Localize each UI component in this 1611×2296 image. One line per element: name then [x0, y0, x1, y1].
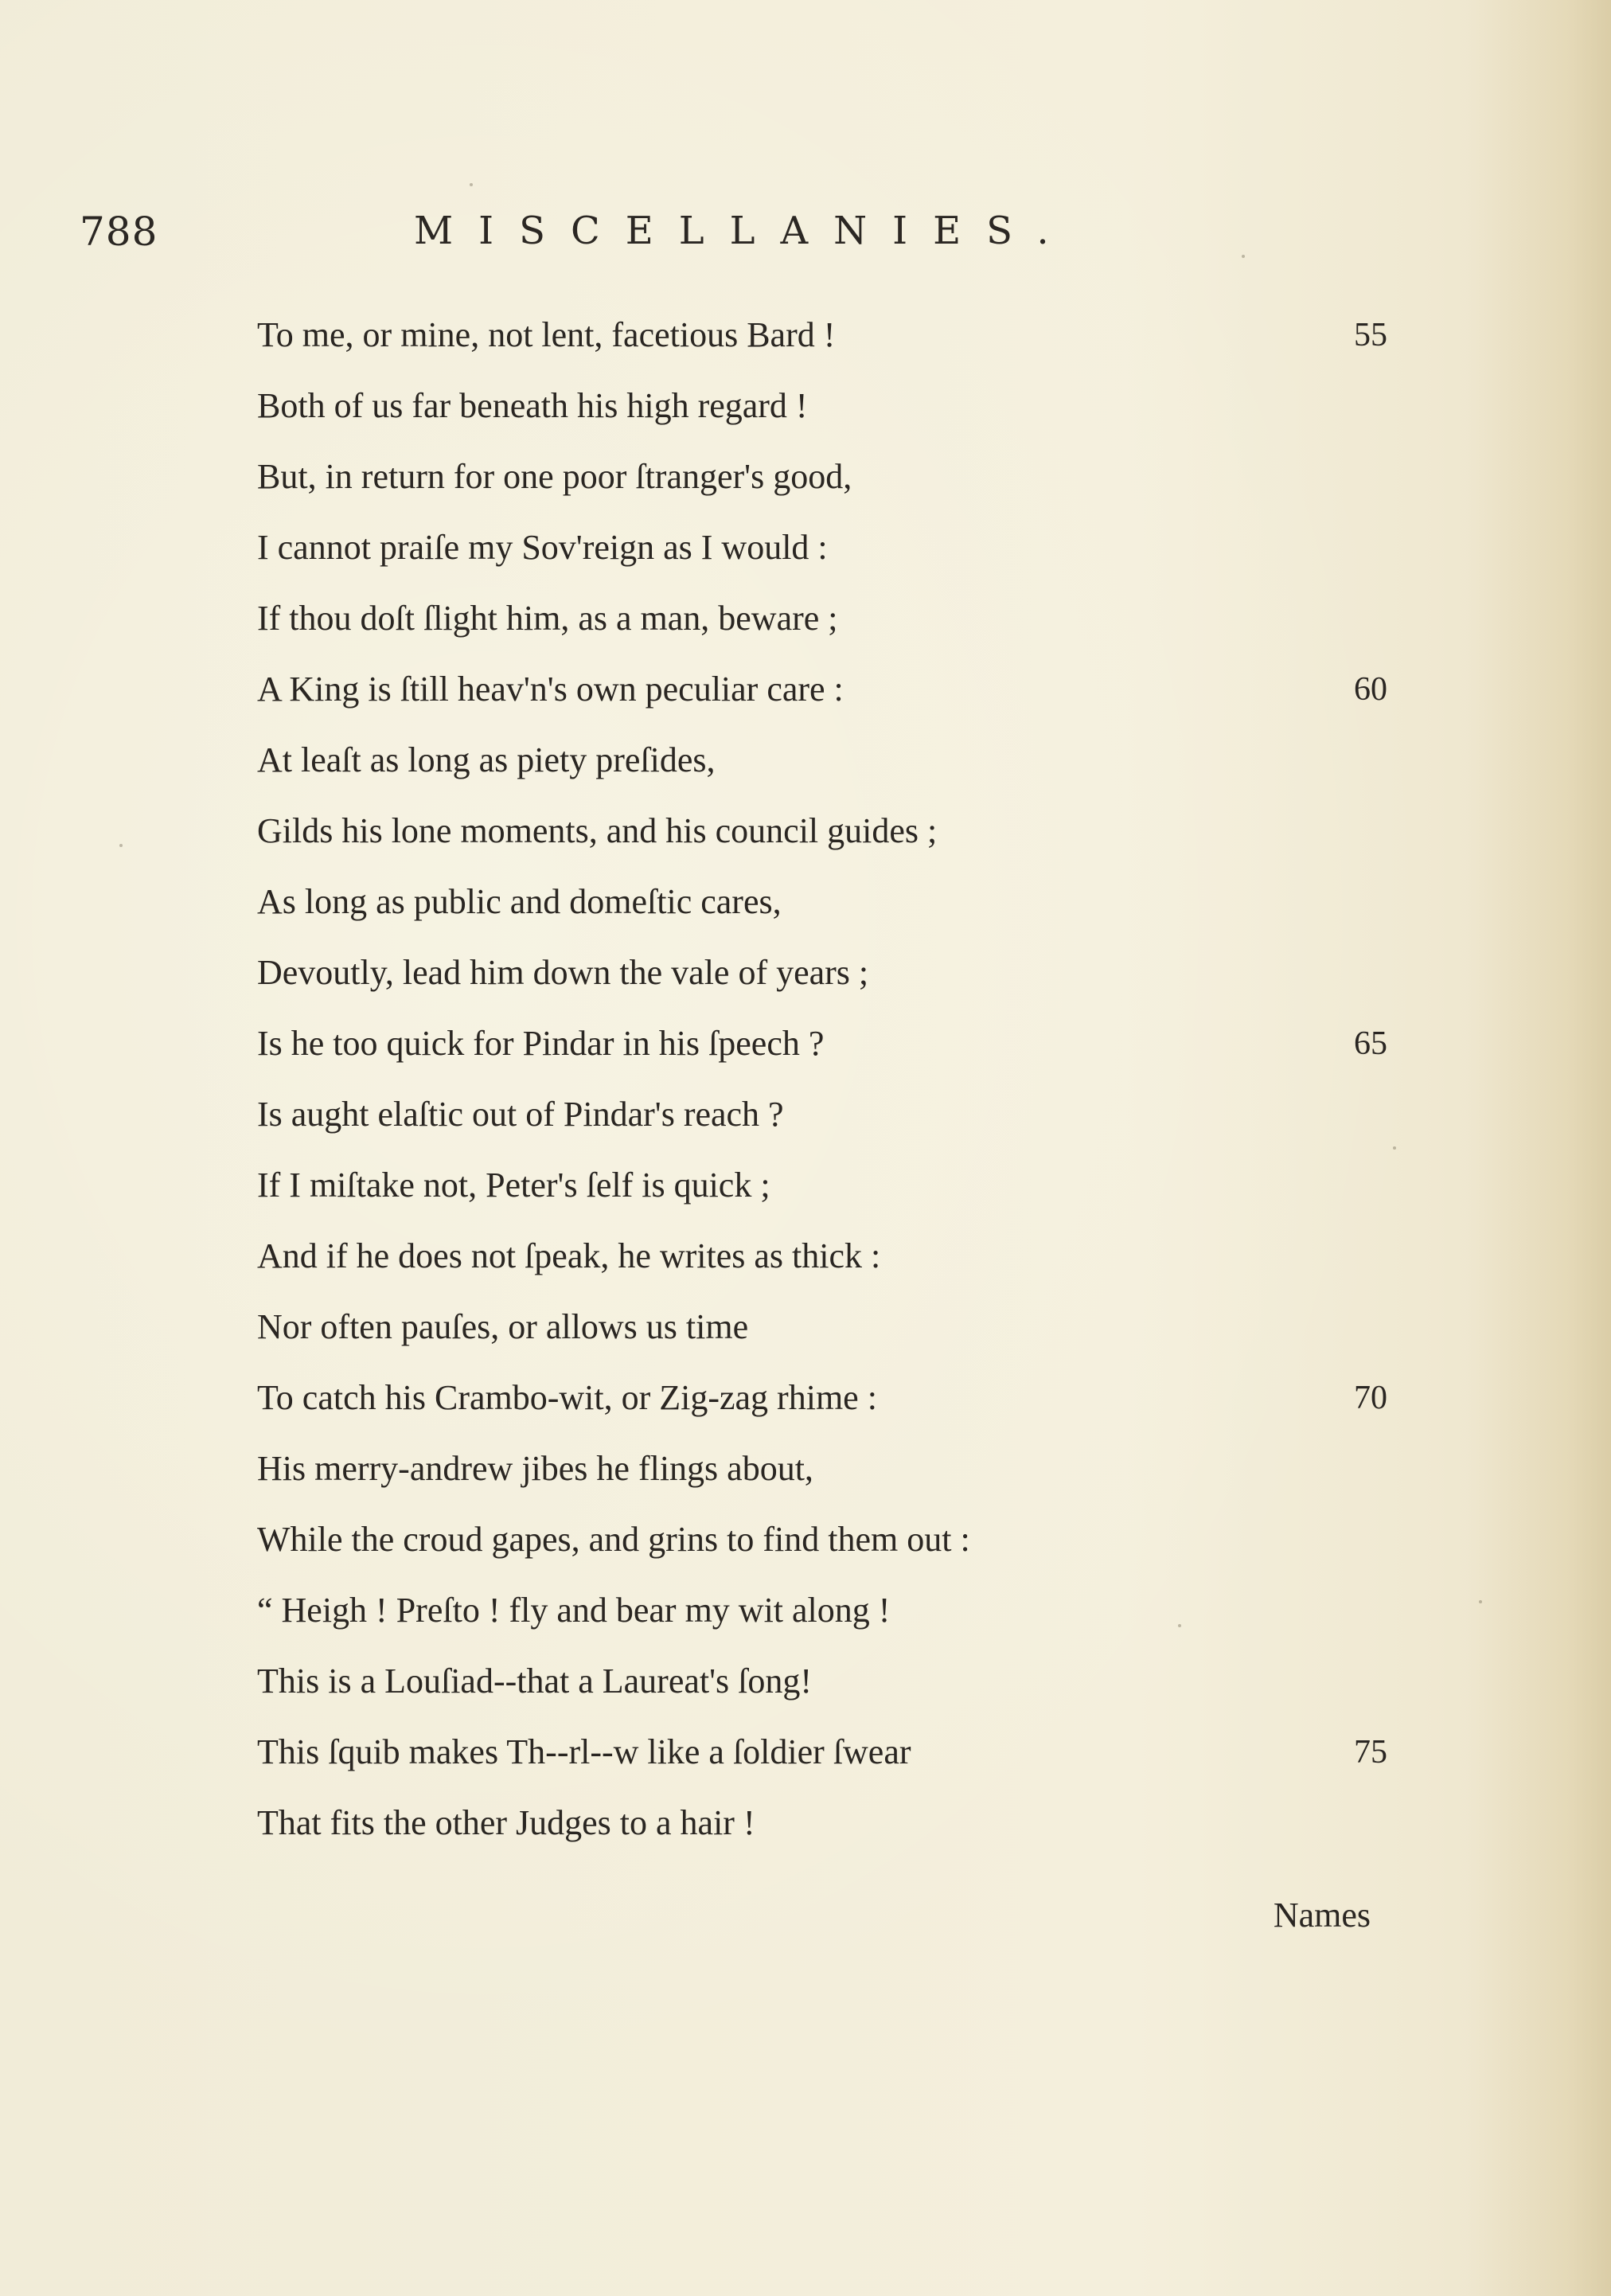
- poem-line: [257, 1376, 1387, 1447]
- running-title: MISCELLANIES.: [414, 209, 1075, 253]
- poem-text: [257, 313, 1387, 1872]
- line-text: This ſquib makes Th--rl--w like a ſoldier ſwear: [257, 1732, 911, 1771]
- line-text: To me, or mine, not lent, facetious Bard !: [257, 315, 836, 354]
- poem-line: [257, 1659, 1387, 1730]
- poem-line: [257, 596, 1387, 667]
- paper-speck: [1479, 1600, 1482, 1603]
- line-text: “ Heigh ! Preſto ! fly and bear my wit along !: [257, 1591, 891, 1630]
- line-text: I cannot praiſe my Sov'reign as I would :: [257, 528, 828, 567]
- line-text: To catch his Crambo-wit, or Zig-zag rhime :: [257, 1378, 877, 1417]
- poem-line: [257, 951, 1387, 1021]
- paper-speck: [1393, 1146, 1396, 1150]
- line-number: 60: [1354, 671, 1387, 708]
- poem-line: [257, 1092, 1387, 1163]
- poem-line: [257, 1234, 1387, 1305]
- line-number: 55: [1354, 317, 1387, 353]
- paper-speck: [1242, 255, 1245, 258]
- line-text: If thou doſt ſlight him, as a man, beware ;: [257, 599, 838, 638]
- line-number: 65: [1354, 1025, 1387, 1062]
- line-number: 75: [1354, 1734, 1387, 1771]
- poem-line: [257, 880, 1387, 951]
- line-text: Is he too quick for Pindar in his ſpeech ?: [257, 1024, 825, 1063]
- paper-speck: [470, 183, 473, 186]
- line-text: And if he does not ſpeak, he writes as thick :: [257, 1236, 881, 1275]
- line-text: But, in return for one poor ſtranger's good,: [257, 457, 852, 496]
- line-text: Nor often pauſes, or allows us time: [257, 1307, 749, 1346]
- poem-line: [257, 1305, 1387, 1376]
- line-text: Is aught elaſtic out of Pindar's reach ?: [257, 1095, 784, 1134]
- poem-line: [257, 1447, 1387, 1517]
- poem-line: [257, 1163, 1387, 1234]
- poem-line: [257, 1588, 1387, 1659]
- catchword: Names: [1273, 1896, 1371, 1935]
- line-text: As long as public and domeſtic cares,: [257, 882, 782, 921]
- poem-line: [257, 525, 1387, 596]
- line-text: A King is ſtill heav'n's own peculiar care :: [257, 670, 844, 709]
- poem-line: [257, 384, 1387, 455]
- line-text: His merry-andrew jibes he flings about,: [257, 1449, 813, 1488]
- paper-speck: [119, 844, 123, 847]
- poem-line: [257, 1730, 1387, 1801]
- line-text: While the croud gapes, and grins to find them out :: [257, 1520, 970, 1559]
- line-text: Devoutly, lead him down the vale of years ;: [257, 953, 869, 992]
- line-text: Both of us far beneath his high regard !: [257, 386, 808, 425]
- poem-line: [257, 738, 1387, 809]
- line-number: 70: [1354, 1380, 1387, 1416]
- page-number: 788: [80, 209, 158, 255]
- line-text: At leaſt as long as piety preſides,: [257, 740, 716, 779]
- poem-line: [257, 809, 1387, 880]
- line-text: If I miſtake not, Peter's ſelf is quick ;: [257, 1166, 770, 1205]
- poem-line: [257, 1021, 1387, 1092]
- line-text: This is a Louſiad--that a Laureat's ſong!: [257, 1661, 813, 1701]
- paper-speck: [1178, 1624, 1181, 1627]
- poem-line: [257, 455, 1387, 525]
- poem-line: [257, 667, 1387, 738]
- page-edge-shading: [1468, 0, 1611, 2296]
- line-text: Gilds his lone moments, and his council guides ;: [257, 811, 938, 850]
- poem-line: [257, 1801, 1387, 1872]
- line-text: That fits the other Judges to a hair !: [257, 1803, 755, 1842]
- poem-line: [257, 1517, 1387, 1588]
- poem-line: [257, 313, 1387, 384]
